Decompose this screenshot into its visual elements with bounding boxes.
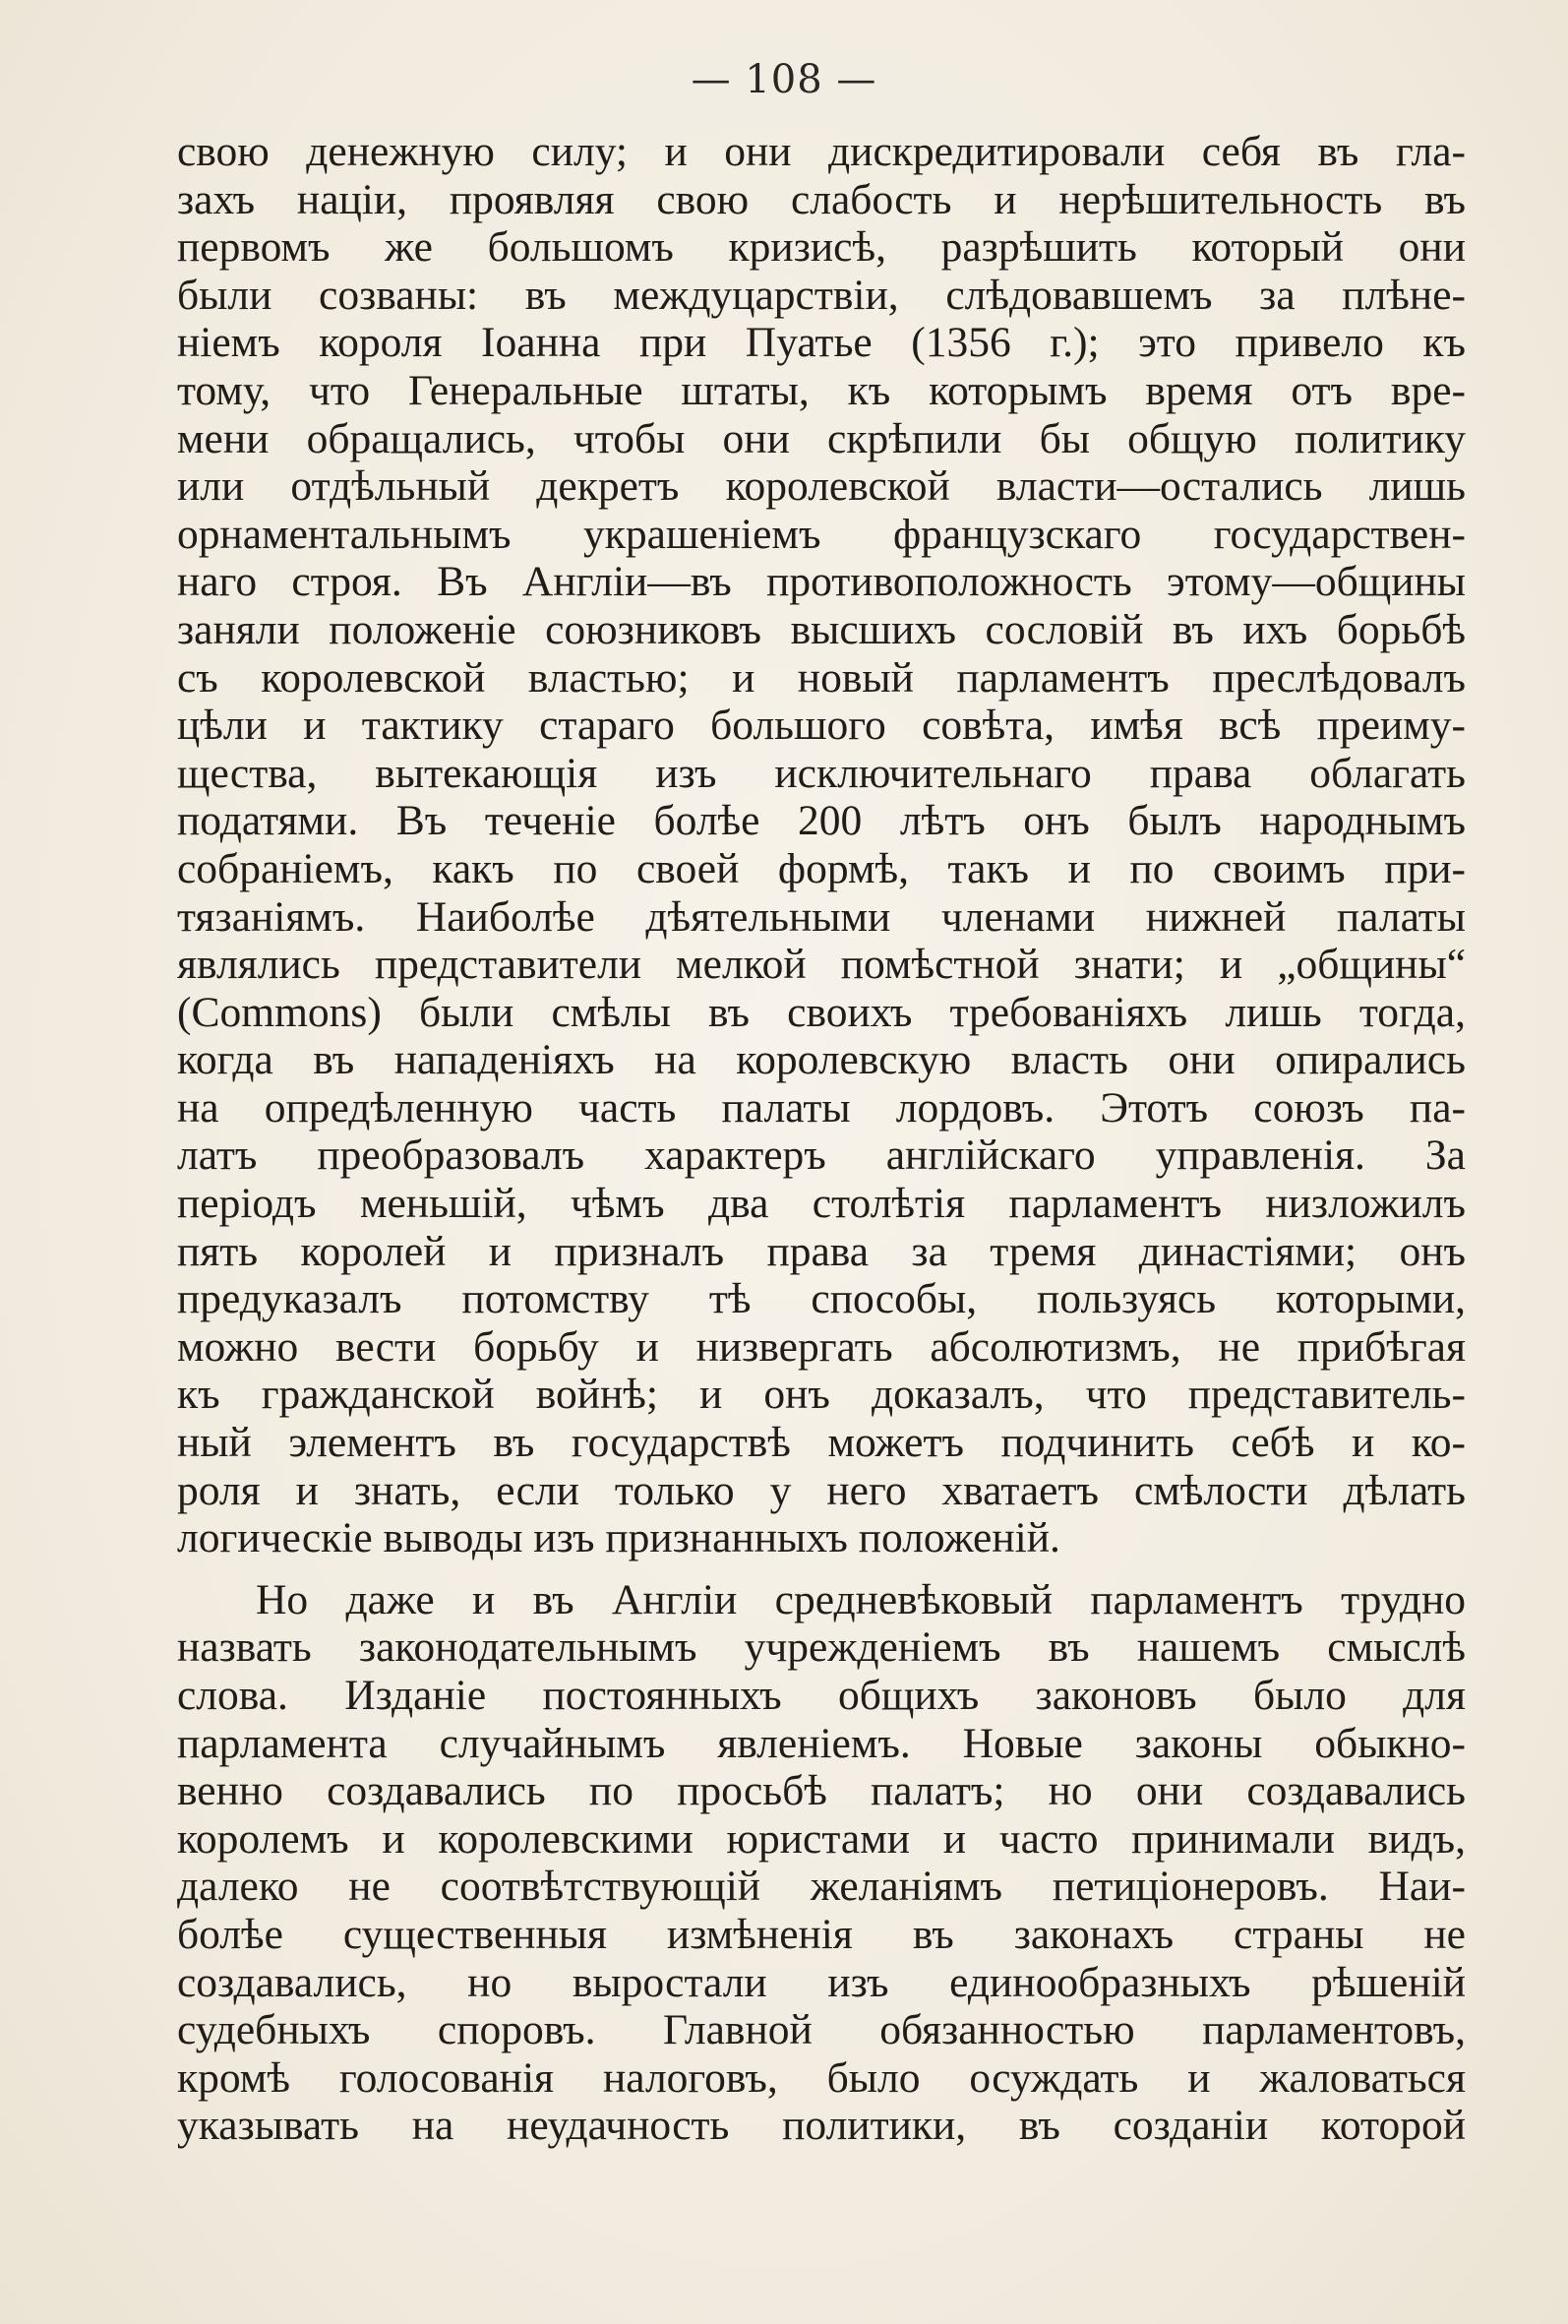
text-line: когда въ нападеніяхъ на королевскую власть они опирались bbox=[177, 1036, 1466, 1084]
text-line: венно создавались по просьбѣ палатъ; но они создавались bbox=[177, 1767, 1466, 1815]
text-line: податями. Въ теченіе болѣе 200 лѣтъ онъ былъ народнымъ bbox=[177, 797, 1466, 845]
text-line: Но даже и въ Англіи средневѣковый парламентъ трудно bbox=[256, 1575, 1466, 1623]
text-line: на опредѣленную часть палаты лордовъ. Этотъ союзъ па- bbox=[177, 1083, 1466, 1131]
text-line: роля и знать, если только у него хватаетъ смѣлости дѣлать bbox=[177, 1466, 1466, 1514]
text-line: кромѣ голосованія налоговъ, было осуждать и жаловаться bbox=[177, 2053, 1466, 2102]
text-line: заняли положеніе союзниковъ высшихъ сословій въ ихъ борьбѣ bbox=[177, 605, 1466, 653]
text-line: тому, что Генеральные штаты, къ которымъ время отъ вре- bbox=[177, 366, 1466, 414]
text-line: являлись представители мелкой помѣстной знати; и „общины“ bbox=[177, 941, 1466, 989]
text-line: пять королей и призналъ права за тремя династіями; онъ bbox=[177, 1227, 1466, 1275]
text-line: наго строя. Въ Англіи—въ противоположность этому—общины bbox=[177, 558, 1466, 606]
text-line: судебныхъ споровъ. Главной обязанностью парламентовъ, bbox=[177, 2006, 1466, 2054]
text-line: свою денежную силу; и они дискредитировали себя въ гла- bbox=[177, 128, 1466, 175]
paragraph-2 bbox=[177, 1576, 1466, 2150]
text-line: болѣе существенныя измѣненія въ законахъ страны не bbox=[177, 1910, 1466, 1958]
page-number: — 108 — bbox=[691, 57, 877, 102]
text-line: логическіе выводы изъ признанныхъ положеній. bbox=[177, 1514, 1060, 1562]
text-line: были созваны: въ междуцарствіи, слѣдовавшемъ за плѣне- bbox=[177, 271, 1466, 319]
text-line: цѣли и тактику стараго большого совѣта, имѣя всѣ преиму- bbox=[177, 702, 1466, 750]
text-line: щества, вытекающія изъ исключительнаго права облагать bbox=[177, 749, 1466, 797]
text-line: далеко не соотвѣтствующій желаніямъ петиціонеровъ. Наи- bbox=[177, 1863, 1466, 1911]
text-line: слова. Изданіе постоянныхъ общихъ законовъ было для bbox=[177, 1672, 1466, 1719]
text-line: назвать законодательнымъ учрежденіемъ въ нашемъ смыслѣ bbox=[177, 1623, 1466, 1672]
text-line: ніемъ короля Іоанна при Пуатье (1356 г.); это привело къ bbox=[177, 319, 1466, 367]
body-text bbox=[177, 128, 1466, 2150]
text-line: захъ націи, проявляя свою слабость и нерѣшительность въ bbox=[177, 175, 1466, 223]
text-line: создавались, но выростали изъ единообразныхъ рѣшеній bbox=[177, 1958, 1466, 2006]
paragraph-1 bbox=[177, 128, 1466, 1562]
text-line: орнаментальнымъ украшеніемъ французскаго государствен- bbox=[177, 510, 1466, 558]
text-line: съ королевской властью; и новый парламентъ преслѣдовалъ bbox=[177, 653, 1466, 702]
text-line: предуказалъ потомству тѣ способы, пользуясь которыми, bbox=[177, 1275, 1466, 1323]
text-line: королемъ и королевскими юристами и часто принимали видъ, bbox=[177, 1814, 1466, 1863]
text-line: или отдѣльный декретъ королевской власти—остались лишь bbox=[177, 462, 1466, 511]
text-line: періодъ меньшій, чѣмъ два столѣтія парламентъ низложилъ bbox=[177, 1180, 1466, 1228]
text-line: къ гражданской войнѣ; и онъ доказалъ, что представитель- bbox=[177, 1371, 1466, 1419]
text-line: латъ преобразовалъ характеръ англійскаго управленія. За bbox=[177, 1131, 1466, 1180]
text-line: ный элементъ въ государствѣ можетъ подчинить себѣ и ко- bbox=[177, 1419, 1466, 1467]
text-line: тязаніямъ. Наиболѣе дѣятельными членами нижней палаты bbox=[177, 892, 1466, 941]
text-line: указывать на неудачность политики, въ созданіи которой bbox=[177, 2102, 1466, 2150]
text-line: можно вести борьбу и низвергать абсолютизмъ, не прибѣгая bbox=[177, 1322, 1466, 1371]
text-line: мени обращались, чтобы они скрѣпили бы общую политику bbox=[177, 414, 1466, 462]
text-line: парламента случайнымъ явленіемъ. Новые законы обыкно- bbox=[177, 1719, 1466, 1767]
paragraph-gap bbox=[177, 1562, 1466, 1576]
text-line: первомъ же большомъ кризисѣ, разрѣшить который они bbox=[177, 223, 1466, 272]
text-line: (Commons) были смѣлы въ своихъ требованіяхъ лишь тогда, bbox=[177, 988, 1466, 1036]
text-line: собраніемъ, какъ по своей формѣ, такъ и по своимъ при- bbox=[177, 844, 1466, 892]
